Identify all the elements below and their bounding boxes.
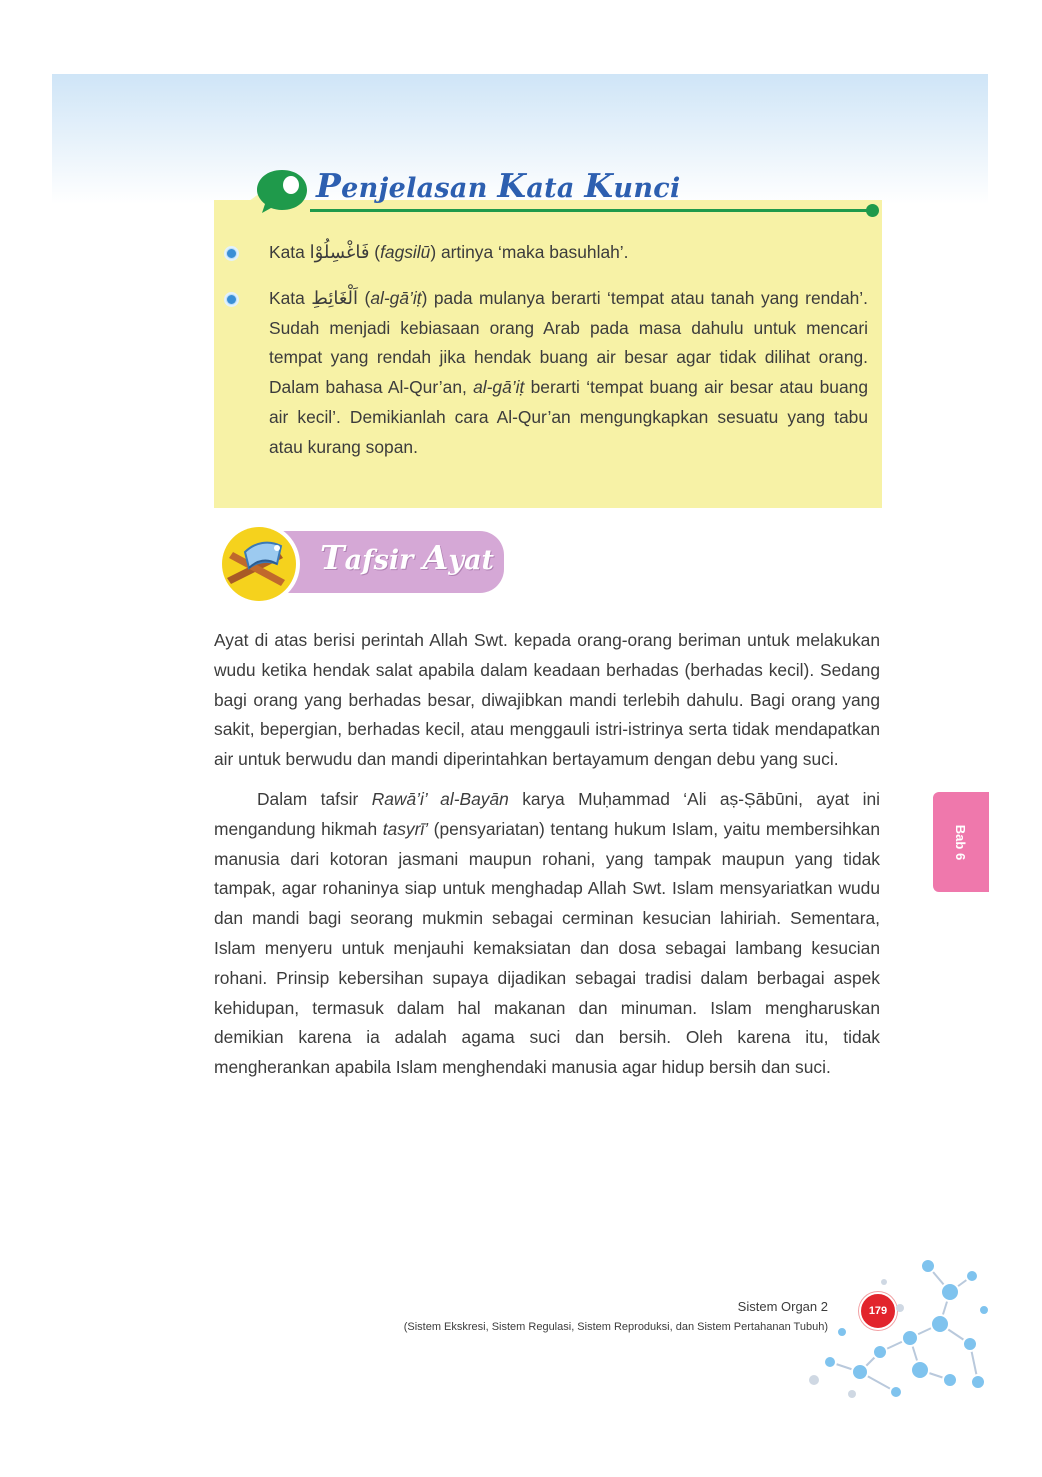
underline-dot (866, 204, 879, 217)
speech-bubble-icon (256, 168, 308, 214)
footer-book-subtitle: (Sistem Ekskresi, Sistem Regulasi, Sistem Reproduksi, dan Sistem Pertahanan Tubuh) (403, 1321, 828, 1333)
keyword-section-header (252, 162, 892, 218)
tafsir-body (214, 626, 880, 1093)
chapter-side-tab (933, 792, 989, 892)
tafsir-section-title: Tafsir Ayat (320, 538, 495, 577)
transliteration: fagsilū (380, 242, 431, 262)
footer-book-title: Sistem Organ 2 (737, 1299, 828, 1314)
page-number-badge: 179 (859, 1292, 897, 1330)
bullet-icon (226, 294, 237, 305)
chapter-label: Bab 6 (953, 824, 969, 860)
paragraph: Ayat di atas berisi perintah Allah Swt. kepada orang-orang beriman untuk melakukan wudu ketika hendak salat apabila dalam keadaan berhadas (berhadas kecil). Sedang bagi orang yang berhadas besar, diwajibkan mandi terlebih dahulu. Bagi orang yang sakit, bepergian, berhadas kecil, atau menggauli istri-istrinya serta tidak mendapatkan air untuk berwudu dan mandi diperintahkan bertayamum dengan debu yang suci. (214, 630, 880, 770)
molecule-icon (800, 1252, 992, 1404)
transliteration: al-gā’iṭ (370, 287, 422, 308)
keyword-list (226, 238, 868, 479)
keyword-item-algait: Kata اَلْغَائِطِ (al-gā’iṭ) pada mulanya berarti ‘tempat atau tanah yang rendah’. Sudah menjadi kebiasaan orang Arab pada masa dahulu untuk mencari tempat yang rendah jika hendak buang air besar agar tidak dilihat orang. Dalam bahasa Al-Qur’an, al-gā’iṭ berarti ‘tempat buang air besar atau buang air kecil’. Demikianlah cara Al-Qur’an mengungkapkan sesuatu yang tabu atau kurang sopan. (226, 284, 868, 463)
bullet-icon (226, 248, 237, 259)
paragraph: Dalam tafsir Rawā’i’ al-Bayān karya Muḥammad ‘Ali aṣ-Ṣābūni, ayat ini mengandung hikmah tasyrī’ (pensyariatan) tentang hukum Islam, yaitu membersihkan manusia dari kotoran jasmani maupun rohani, yang tampak maupun yang tidak tampak, agar rohaninya siap untuk menghadap Allah Swt. Islam mensyariatkan wudu dan mandi bagi seorang mukmin sebagai cerminan kesucian lahiriah. Sementara, Islam menyeru untuk menjauhi kemaksiatan dan dosa sebagai lambang kesucian rohani. Prinsip kebersihan supaya dijadikan sebagai tradisi dalam berbagai aspek kehidupan, termasuk dalam hal makanan dan minuman. Islam mengharuskan demikian karena ia adalah agama suci dan bersih. Oleh karena itu, tidak mengherankan apabila Islam menghendaki manusia agar hidup bersih dan suci. (214, 788, 881, 1078)
quran-on-stand-icon (217, 522, 301, 606)
arabic-word: اَلْغَائِطِ (311, 287, 359, 309)
keyword-section-title: Penjelasan Kata Kunci (316, 166, 681, 205)
title-underline (310, 209, 872, 212)
keyword-item-fagsilu: Kata فَاغْسِلُوْا (fagsilū) artinya ‘maka basuhlah’. (226, 238, 868, 268)
arabic-word: فَاغْسِلُوْا (309, 242, 370, 263)
